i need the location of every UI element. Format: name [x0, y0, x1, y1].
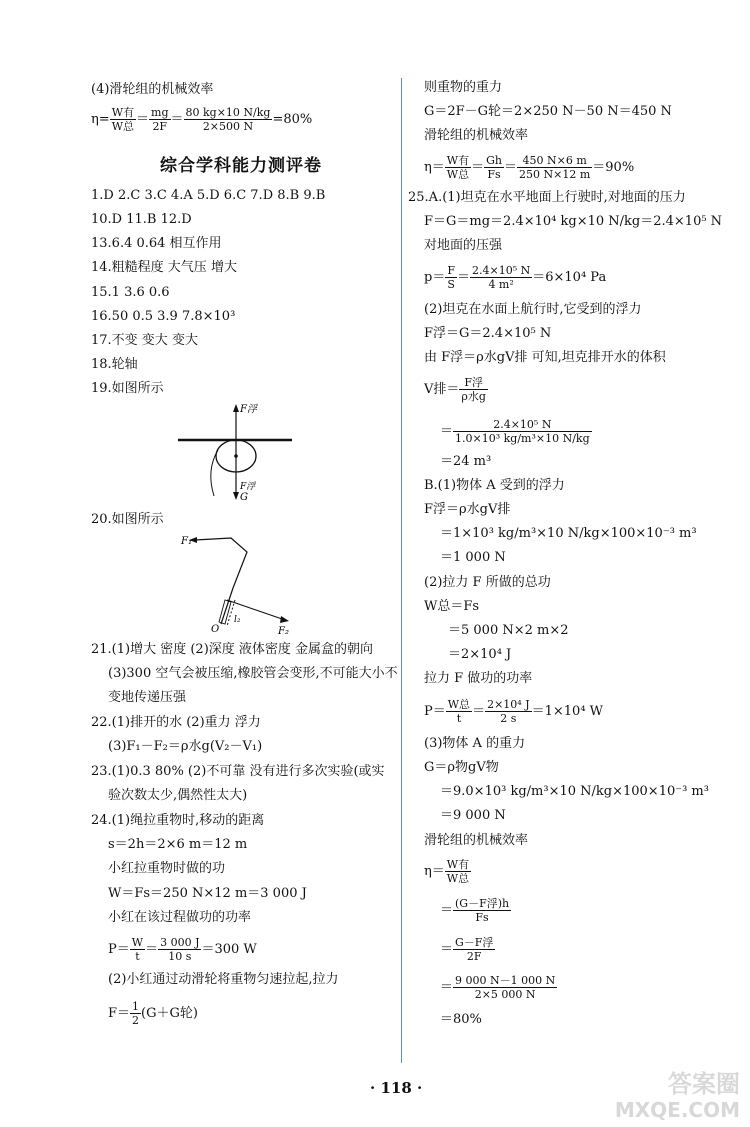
- gravity-label: G: [240, 492, 248, 503]
- watermark-top: 答案圈: [668, 1070, 740, 1098]
- answer-line: ＝1 000 N: [440, 550, 506, 565]
- fraction: $\frac{\text{2×10⁴ J}}{2 s}$: [487, 698, 530, 725]
- efficiency-step: ＝ $\frac{\text{(G－F浮)h}}{Fs}$: [440, 897, 510, 924]
- answer-line: 小红在该过程做功的功率: [108, 910, 252, 925]
- answer-line: ＝9.0×10³ kg/m³×10 N/kg×100×10⁻³ m³: [440, 784, 709, 799]
- fraction: $\frac{\text{(G－F浮)h}}{Fs}$: [455, 897, 510, 924]
- efficiency-step: ＝ $\frac{9 000 N-1 000 N}{2\times 5 000 N}$: [440, 974, 556, 1001]
- answer-line: (3)300 空气会被压缩,橡胶管会变形,不可能大小不: [108, 666, 398, 681]
- answer-line: ＝1×10³ kg/m³×10 N/kg×100×10⁻³ m³: [440, 526, 697, 541]
- force-formula: F＝ $\frac{1}{2}$ (G＋G轮): [108, 1000, 198, 1027]
- answer-line: 22.(1)排开的水 (2)重力 浮力: [91, 715, 261, 730]
- fraction: $\frac{Gh}{Fs}$: [486, 154, 502, 181]
- lever-lower-arm: [221, 588, 233, 624]
- answer-line: W＝Fs＝250 N×12 m＝3 000 J: [108, 886, 307, 901]
- answer-line: 对地面的压强: [424, 238, 503, 253]
- answer-line: ＝9 000 N: [440, 808, 506, 823]
- fraction: $\frac{\text{2.4×10⁵ N}}{\text{1.0×10³ kg/m³×10 N/kg}}$: [455, 418, 590, 445]
- answer-line: 21.(1)增大 密度 (2)深度 液体密度 金属盒的朝向: [91, 642, 374, 657]
- fraction: $\frac{9 000 N-1 000 N}{2\times 5 000 N}$: [455, 974, 556, 1001]
- fraction: $\frac{\text{2.4×10⁵ N}}{\text{4 m²}}$: [471, 264, 531, 291]
- f2-label: F₂: [278, 626, 289, 636]
- force-label: F浮: [240, 482, 256, 492]
- answer-line: G＝2F－G轮＝2×250 N－50 N＝450 N: [424, 104, 672, 119]
- figure-20-lever-diagram: [175, 528, 300, 636]
- power-formula: P＝ $\frac{W}{t}$ ＝ $\frac{3 000 J}{10 s}$ ＝300 W: [108, 936, 257, 963]
- answer-line: (2)拉力 F 所做的总功: [424, 575, 551, 590]
- answer-line: 则重物的重力: [424, 80, 503, 95]
- fraction: $\frac{mg}{2F}$: [151, 106, 169, 133]
- answer-line: 滑轮组的机械效率: [424, 128, 529, 143]
- answer-line: 验次数太少,偶然性太大): [108, 788, 248, 803]
- answer-line: s＝2h＝2×6 m＝12 m: [108, 837, 248, 852]
- answer-line: B.(1)物体 A 受到的浮力: [424, 478, 565, 493]
- fraction: $\frac{\text{W总}}{t}$: [447, 698, 471, 725]
- answer-line: (3)物体 A 的重力: [424, 736, 526, 751]
- answer-line: 14.粗糙程度 大气压 增大: [91, 260, 237, 275]
- fraction: $\frac{F}{S}$: [447, 264, 455, 291]
- q4-heading: (4)滑轮组的机械效率: [91, 82, 214, 97]
- answer-line: 15.1 3.6 0.6: [91, 285, 170, 300]
- answer-line: ＝24 m³: [440, 454, 492, 469]
- fraction: $\frac{3 000 J}{10 s}$: [160, 936, 200, 963]
- fraction: $\frac{W}{t}$: [131, 936, 144, 963]
- answer-line: 滑轮组的机械效率: [424, 833, 529, 848]
- f1-label: F₁: [181, 536, 192, 547]
- answer-line: F＝G＝mg＝2.4×10⁴ kg×10 N/kg＝2.4×10⁵ N: [424, 214, 723, 229]
- power-formula: P＝ $\frac{\text{W总}}{t}$ ＝ $\frac{\text{2×10⁴ J}}{2 s}$ ＝1×10⁴ W: [424, 698, 604, 725]
- answer-line: 小红拉重物时做的功: [108, 861, 226, 876]
- efficiency-step: ＝ $\frac{\text{G－F浮}}{2F}$: [440, 936, 494, 963]
- efficiency-formula: η＝ $\frac{\text{W有}}{\text{W总}}$: [424, 858, 470, 885]
- l2-label: l₂: [234, 615, 241, 625]
- column-divider: [401, 78, 402, 1063]
- fraction: $\frac{\text{W有}}{\text{W总}}$: [111, 106, 134, 133]
- lever-body: [195, 538, 247, 588]
- fulcrum-label: O: [211, 624, 220, 635]
- fraction: $\frac{450 N\times 6 m}{250 N\times 12 m}$: [519, 154, 591, 181]
- answer-line: 17.不变 变大 变大: [91, 333, 198, 348]
- q20-heading: 20.如图所示: [91, 512, 164, 527]
- buoyancy-label: F浮: [240, 404, 257, 415]
- answer-line: 23.(1)0.3 80% (2)不可靠 没有进行多次实验(或实: [91, 764, 385, 779]
- answer-line: 18.轮轴: [91, 357, 138, 372]
- answer-line: ＝2×10⁴ J: [448, 647, 512, 662]
- page-number: · 118 ·: [370, 1079, 423, 1097]
- section-title: 综合学科能力测评卷: [160, 156, 322, 176]
- answer-line: (2)小红通过动滑轮将重物匀速拉起,拉力: [108, 972, 339, 987]
- fraction: $\frac{80 kg\times 10 N/kg}{2\times 500 N}$: [185, 106, 271, 133]
- answer-line: 25.A.(1)坦克在水平地面上行驶时,对地面的压力: [408, 190, 686, 205]
- answer-line: G＝ρ物gV物: [424, 760, 499, 775]
- answer-line: 24.(1)绳拉重物时,移动的距离: [91, 813, 265, 828]
- fraction: $\frac{\text{G－F浮}}{2F}$: [455, 936, 494, 963]
- answer-line: 10.D 11.B 12.D: [91, 212, 192, 227]
- answer-line: F浮＝ρ水gV排: [424, 502, 511, 517]
- efficiency-formula: η＝ $\frac{\text{W有}}{\text{W总}}$ ＝ $\frac{Gh}{Fs}$ ＝ $\frac{450 N\times 6 m}{250 N\times 12 m}$ ＝90%: [424, 154, 635, 181]
- fraction: $\frac{1}{2}$: [132, 1000, 140, 1027]
- answer-line: 由 F浮＝ρ水gV排 可知,坦克排开水的体积: [424, 350, 666, 365]
- fraction: $\frac{\text{W有}}{\text{W总}}$: [446, 154, 470, 181]
- fraction: $\frac{\text{F浮}}{\text{ρ水g}}$: [461, 376, 486, 403]
- watermark-bottom: MXQE.COM: [614, 1098, 740, 1122]
- answer-line: ＝80%: [440, 1012, 482, 1027]
- answer-line: 变地传递压强: [108, 690, 187, 705]
- answer-line: 19.如图所示: [91, 381, 164, 396]
- answer-line: ＝5 000 N×2 m×2: [448, 623, 569, 638]
- figure-19-force-diagram: [170, 398, 300, 506]
- string-curve: [211, 450, 218, 496]
- answer-line: W总＝Fs: [424, 599, 480, 614]
- answer-line: 16.50 0.5 3.9 7.8×10³: [91, 309, 236, 324]
- fraction: $\frac{\text{W有}}{\text{W总}}$: [446, 858, 470, 885]
- volume-formula: V排＝ $\frac{\text{F浮}}{\text{ρ水g}}$: [424, 376, 486, 403]
- watermark-logo: [615, 1071, 740, 1123]
- q4-efficiency-formula: η= $\frac{\text{W有}}{\text{W总}}$ ＝ $\frac{mg}{2F}$ ＝ $\frac{80 kg\times 10 N/kg}{2\times 500 N}$ =80%: [91, 106, 313, 133]
- answer-line: F浮＝G＝2.4×10⁵ N: [424, 326, 552, 341]
- answer-line: 13.6.4 0.64 相互作用: [91, 236, 222, 251]
- volume-formula-step: ＝ $\frac{\text{2.4×10⁵ N}}{\text{1.0×10³ kg/m³×10 N/kg}}$: [440, 418, 590, 445]
- pressure-formula: p＝ $\frac{F}{S}$ ＝ $\frac{\text{2.4×10⁵ N}}{\text{4 m²}}$ ＝6×10⁴ Pa: [424, 264, 607, 291]
- answer-line: (3)F₁－F₂＝ρ水g(V₂－V₁): [108, 739, 263, 754]
- answer-line: 1.D 2.C 3.C 4.A 5.D 6.C 7.D 8.B 9.B: [91, 188, 326, 203]
- answer-line: (2)坦克在水面上航行时,它受到的浮力: [424, 302, 642, 317]
- answer-line: 拉力 F 做功的功率: [424, 671, 533, 686]
